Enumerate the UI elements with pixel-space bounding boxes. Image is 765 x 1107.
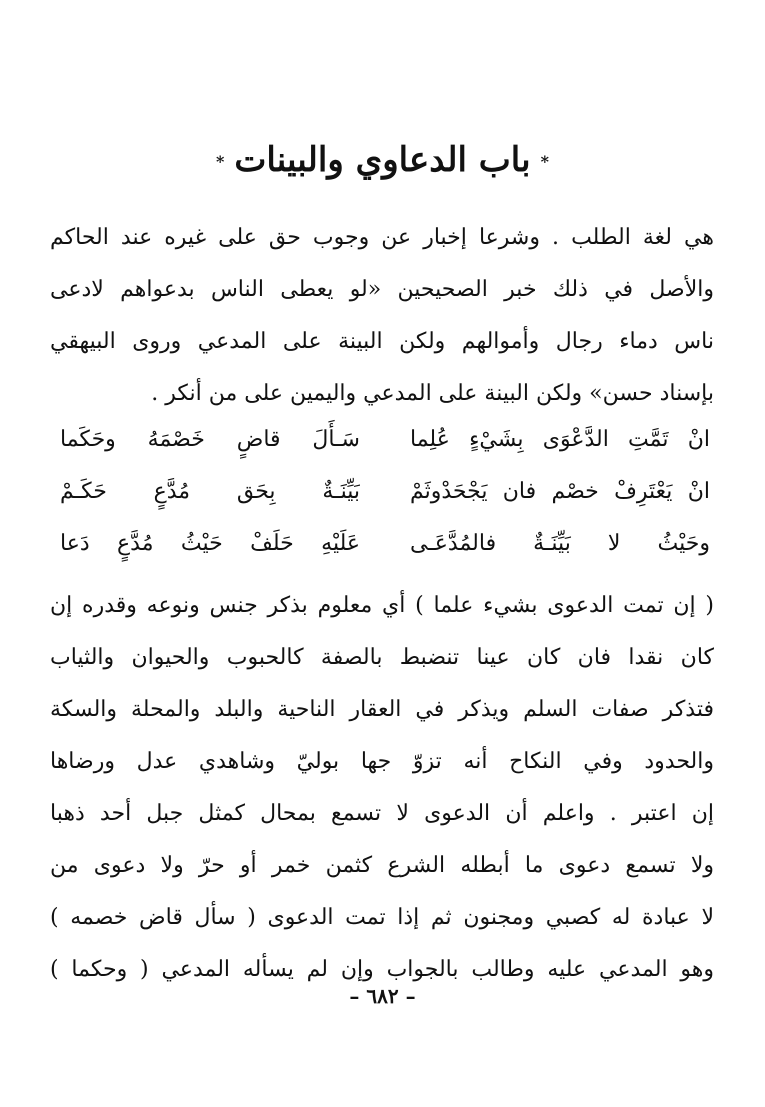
title-star-left: *: [216, 152, 225, 171]
poem-verse: [60, 414, 710, 466]
poem-block: [60, 414, 710, 570]
verse-second-hemistich: سَـأَلَ قاضٍ خَصْمَهُ وحَكَما: [60, 427, 360, 452]
commentary-line: ولا تسمع دعوى ما أبطله الشرع كثمن خمر أو حرّ ولا دعوى من: [50, 853, 714, 878]
commentary-line: كان نقدا فان كان عينا تنضبط بالصفة كالحبوب والحيوان والثياب: [50, 645, 714, 670]
commentary-line: وهو المدعي عليه وطالب بالجواب وإن لم يسأله المدعي ( وحكما ): [50, 957, 714, 982]
commentary-line: لا عبادة له كصبي ومجنون ثم إذا تمت الدعوى ( سأل قاض خصمه ): [50, 905, 714, 930]
intro-line: هي لغة الطلب . وشرعا إخبار عن وجوب حق على غيره عند الحاكم: [50, 225, 714, 250]
intro-line: والأصل في ذلك خبر الصحيحين «لو يعطى الناس بدعواهم لادعى: [50, 277, 714, 302]
intro-line: بإسناد حسن» ولكن البينة على المدعي واليمين على من أنكر .: [151, 381, 714, 406]
intro-paragraph: [50, 212, 714, 420]
chapter-title-text: باب الدعاوي والبينات: [234, 140, 531, 180]
poem-verse: [60, 518, 710, 570]
verse-second-hemistich: عَلَيْهِ حَلَفْ حَيْثُ مُدَّعٍ دَعا: [60, 531, 360, 556]
intro-line: ناس دماء رجال وأموالهم ولكن البينة على المدعي وروى البيهقي: [50, 329, 714, 354]
verse-first-hemistich: انْ تَمَّتِ الدَّعْوَى بِشَيْءٍ عُلِما: [410, 427, 710, 452]
poem-verse: [60, 466, 710, 518]
verse-first-hemistich: انْ يَعْتَرِفْ خصْم فان يَجْحَدْوثَمْ: [410, 479, 710, 504]
verse-first-hemistich: وحَيْثُ لا بَيِّنَـةٌ فالمُدَّعَـى: [410, 531, 710, 556]
commentary-line: فتذكر صفات السلم ويذكر في العقار الناحية والبلد والمحلة والسكة: [50, 697, 714, 722]
page-number: – ٦٨٢ –: [349, 984, 416, 1008]
title-star-right: *: [540, 152, 549, 171]
commentary-paragraph: [50, 580, 714, 996]
commentary-line: والحدود وفي النكاح أنه تزوّ جها بوليّ وشاهدي عدل ورضاها: [50, 749, 714, 774]
verse-second-hemistich: بَيِّنَـةٌ بِحَق مُدَّعٍ حَكَـمْ: [60, 479, 360, 504]
commentary-line: ( إن تمت الدعوى بشيء علما ) أي معلوم بذكر جنس ونوعه وقدره إن: [50, 593, 714, 618]
chapter-title: [0, 138, 765, 184]
commentary-line: إن اعتبر . واعلم أن الدعوى لا تسمع بمحال كمثل جبل أحد ذهبا: [50, 801, 714, 826]
